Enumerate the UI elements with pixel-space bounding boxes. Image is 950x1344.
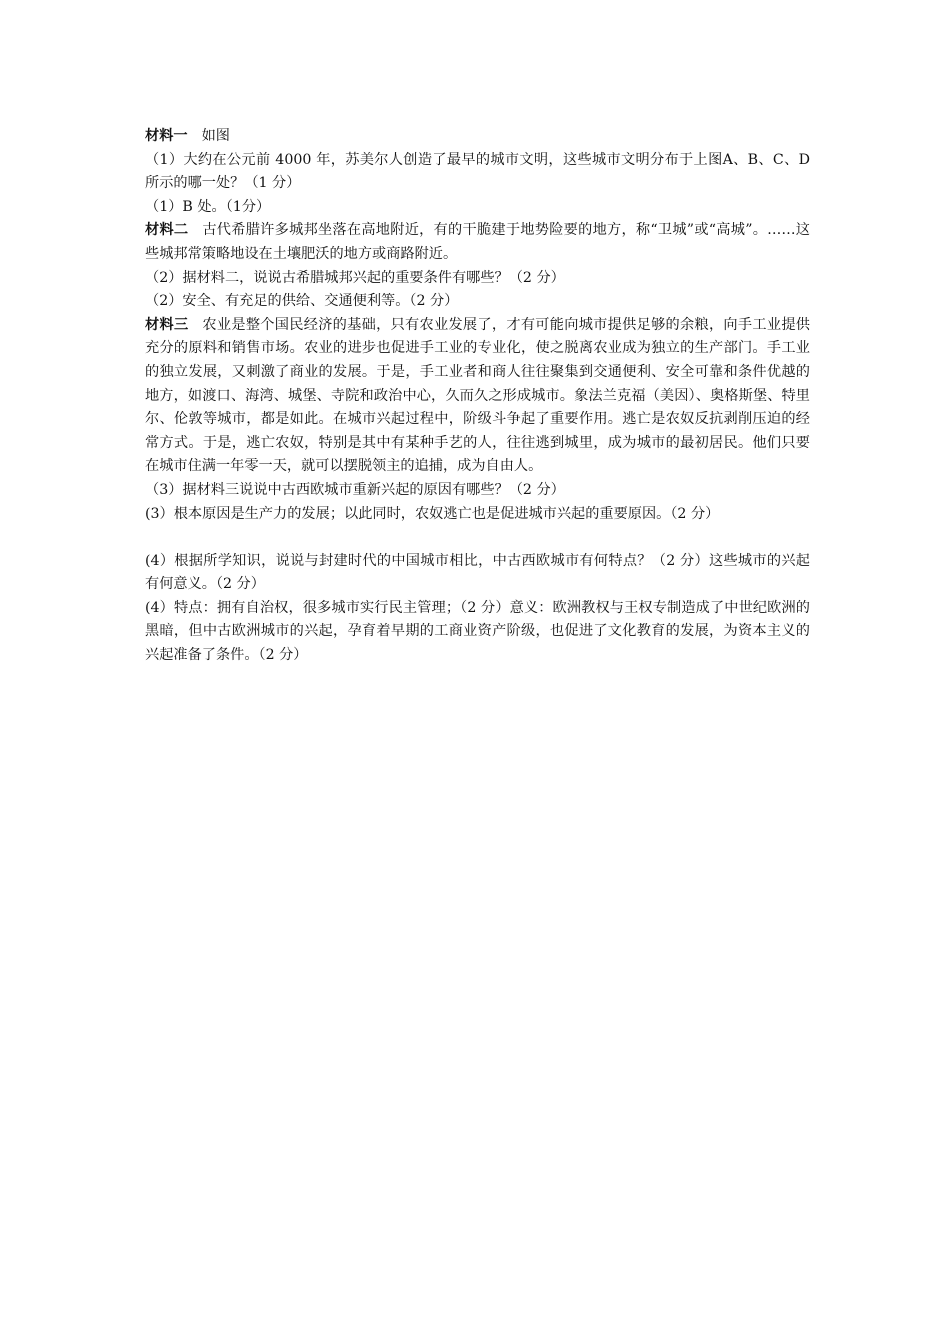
answer-3: (3）根本原因是生产力的发展；以此同时，农奴逃亡也是促进城市兴起的重要原因。（2 分）	[145, 505, 720, 522]
material-three	[145, 314, 810, 479]
answer-4: (4）特点：拥有自治权，很多城市实行民主管理；（2 分）意义：欧洲教权与王权专制造成了中世纪欧洲的黑暗，但中古欧洲城市的兴起，孕育着早期的工商业资产阶级，也促进了文化教育的发展，为资本主义的兴起准备了条件。（2 分）	[145, 599, 810, 664]
material-three-label: 材料三	[145, 316, 189, 333]
document-page	[145, 125, 810, 668]
answer-2: （2）安全、有充足的供给、交通便利等。（2 分）	[145, 293, 459, 310]
material-two-label: 材料二	[145, 222, 189, 239]
blank-line	[145, 526, 810, 550]
material-one-label: 材料一	[145, 128, 188, 144]
material-two-text: 古代希腊许多城邦坐落在高地附近，有的干脆建于地势险要的地方，称“卫城”或“高城”。……这些城邦常策略地设在土壤肥沃的地方或商路附近。	[145, 222, 810, 262]
material-two	[145, 219, 810, 266]
material-one	[145, 125, 810, 149]
question-4: (4）根据所学知识，说说与封建时代的中国城市相比，中古西欧城市有何特点？（2 分）这些城市的兴起有何意义。（2 分）	[145, 552, 810, 593]
question-2: （2）据材料二，说说古希腊城邦兴起的重要条件有哪些？（2 分）	[145, 269, 565, 286]
answer-1: （1）B 处。（1分）	[145, 198, 271, 215]
material-three-text: 农业是整个国民经济的基础，只有农业发展了，才有可能向城市提供足够的余粮，向手工业提供充分的原料和销售市场。农业的进步也促进手工业的专业化，使之脱离农业成为独立的生产部门。手工业的独立发展，又刺激了商业的发展。于是，手工业者和商人往往聚集到交通便利、安全可靠和条件优越的地方，如渡口、海湾、城堡、寺院和政治中心，久而久之形成城市。象法兰克福（美因）、奥格斯堡、特里尔、伦敦等城市，都是如此。在城市兴起过程中，阶级斗争起了重要作用。逃亡是农奴反抗剥削压迫的经常方式。于是，逃亡农奴，特别是其中有某种手艺的人，往往逃到城里，成为城市的最初居民。他们只要在城市住满一年零一天，就可以摆脱领主的追捕，成为自由人。	[145, 316, 810, 475]
question-1: （1）大约在公元前 4000 年，苏美尔人创造了最早的城市文明，这些城市文明分布于上图A、B、C、D 所示的哪一处？（1 分）	[145, 151, 810, 192]
material-one-text: 如图	[201, 128, 230, 144]
question-3: （3）据材料三说说中古西欧城市重新兴起的原因有哪些？（2 分）	[145, 481, 565, 498]
